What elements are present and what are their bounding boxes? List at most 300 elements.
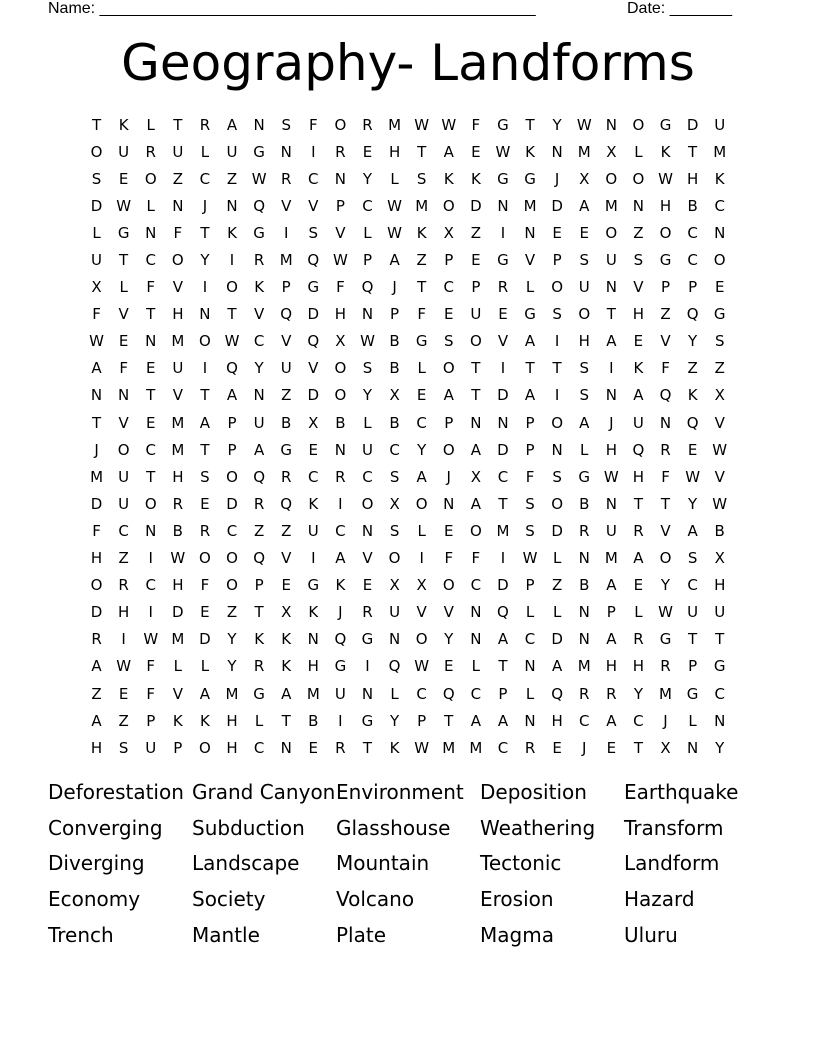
- grid-letter[interactable]: V: [524, 251, 536, 270]
- grid-letter[interactable]: H: [632, 305, 645, 324]
- grid-letter[interactable]: T: [281, 711, 291, 730]
- grid-letter[interactable]: I: [500, 223, 506, 242]
- grid-letter[interactable]: Y: [362, 386, 373, 405]
- grid-letter[interactable]: G: [497, 251, 509, 270]
- grid-letter[interactable]: Q: [253, 196, 266, 215]
- grid-letter[interactable]: O: [442, 576, 455, 595]
- grid-letter[interactable]: V: [253, 305, 265, 324]
- grid-letter[interactable]: O: [632, 115, 645, 134]
- grid-letter[interactable]: N: [470, 413, 482, 432]
- grid-letter[interactable]: U: [605, 251, 617, 270]
- grid-letter[interactable]: S: [91, 169, 102, 188]
- grid-letter[interactable]: T: [606, 305, 616, 324]
- grid-letter[interactable]: I: [365, 657, 370, 676]
- grid-letter[interactable]: O: [226, 549, 238, 568]
- grid-letter[interactable]: D: [90, 494, 103, 513]
- grid-letter[interactable]: Q: [307, 332, 320, 351]
- grid-letter[interactable]: R: [172, 494, 184, 513]
- grid-letter[interactable]: K: [416, 223, 427, 242]
- grid-letter[interactable]: T: [362, 738, 373, 757]
- grid-letter[interactable]: K: [281, 630, 292, 649]
- grid-letter[interactable]: V: [281, 332, 292, 351]
- grid-letter[interactable]: M: [713, 142, 727, 161]
- grid-letter[interactable]: S: [552, 305, 562, 324]
- grid-letter[interactable]: W: [224, 332, 240, 351]
- grid-letter[interactable]: U: [605, 521, 617, 540]
- grid-letter[interactable]: O: [199, 738, 211, 757]
- grid-letter[interactable]: E: [281, 576, 291, 595]
- grid-letter[interactable]: K: [308, 603, 319, 622]
- grid-letter[interactable]: Y: [552, 115, 562, 134]
- grid-letter[interactable]: M: [225, 684, 239, 703]
- grid-letter[interactable]: X: [660, 738, 671, 757]
- grid-letter[interactable]: O: [199, 549, 211, 568]
- grid-letter[interactable]: C: [253, 738, 265, 757]
- grid-letter[interactable]: K: [172, 711, 183, 730]
- grid-letter[interactable]: F: [146, 278, 156, 297]
- grid-letter[interactable]: W: [251, 169, 267, 188]
- grid-letter[interactable]: L: [634, 603, 643, 622]
- grid-letter[interactable]: W: [116, 657, 132, 676]
- grid-letter[interactable]: R: [497, 278, 509, 297]
- grid-letter[interactable]: E: [633, 576, 644, 595]
- grid-letter[interactable]: E: [416, 386, 427, 405]
- grid-letter[interactable]: L: [417, 521, 426, 540]
- grid-letter[interactable]: Z: [470, 223, 481, 242]
- grid-letter[interactable]: K: [118, 115, 129, 134]
- grid-letter[interactable]: A: [633, 549, 644, 568]
- grid-letter[interactable]: E: [200, 494, 210, 513]
- grid-letter[interactable]: L: [580, 440, 589, 459]
- grid-letter[interactable]: N: [280, 738, 292, 757]
- grid-letter[interactable]: V: [497, 332, 509, 351]
- grid-letter[interactable]: N: [145, 332, 157, 351]
- grid-letter[interactable]: H: [388, 142, 401, 161]
- grid-letter[interactable]: Z: [687, 359, 698, 378]
- grid-letter[interactable]: B: [389, 413, 400, 432]
- grid-letter[interactable]: P: [471, 278, 481, 297]
- grid-letter[interactable]: R: [579, 684, 590, 703]
- grid-letter[interactable]: B: [172, 521, 183, 540]
- grid-letter[interactable]: Z: [91, 684, 102, 703]
- grid-letter[interactable]: Y: [362, 169, 373, 188]
- grid-letter[interactable]: X: [714, 386, 725, 405]
- grid-letter[interactable]: M: [171, 332, 185, 351]
- grid-letter[interactable]: P: [688, 657, 698, 676]
- grid-letter[interactable]: G: [497, 115, 509, 134]
- grid-letter[interactable]: L: [390, 169, 399, 188]
- grid-letter[interactable]: D: [90, 603, 103, 622]
- grid-letter[interactable]: T: [417, 142, 427, 161]
- grid-letter[interactable]: Z: [281, 386, 292, 405]
- grid-letter[interactable]: H: [578, 332, 590, 351]
- grid-letter[interactable]: F: [146, 657, 156, 676]
- grid-letter[interactable]: P: [525, 576, 535, 595]
- grid-letter[interactable]: U: [118, 494, 130, 513]
- grid-letter[interactable]: R: [660, 440, 671, 459]
- grid-letter[interactable]: C: [308, 169, 319, 188]
- grid-letter[interactable]: A: [497, 711, 509, 730]
- grid-letter[interactable]: K: [254, 278, 265, 297]
- grid-letter[interactable]: L: [119, 278, 128, 297]
- grid-letter[interactable]: W: [143, 630, 159, 649]
- grid-letter[interactable]: G: [659, 251, 672, 270]
- grid-letter[interactable]: A: [281, 684, 292, 703]
- grid-letter[interactable]: E: [552, 223, 562, 242]
- grid-letter[interactable]: K: [335, 576, 346, 595]
- grid-letter[interactable]: V: [118, 413, 129, 432]
- grid-letter[interactable]: N: [605, 115, 617, 134]
- grid-letter[interactable]: S: [389, 467, 400, 486]
- grid-letter[interactable]: B: [281, 413, 292, 432]
- grid-letter[interactable]: C: [497, 467, 509, 486]
- grid-letter[interactable]: V: [281, 549, 292, 568]
- grid-letter[interactable]: E: [362, 576, 373, 595]
- grid-letter[interactable]: S: [633, 251, 644, 270]
- grid-letter[interactable]: N: [714, 711, 726, 730]
- grid-letter[interactable]: Z: [714, 359, 725, 378]
- grid-letter[interactable]: Q: [497, 603, 509, 622]
- grid-letter[interactable]: G: [713, 657, 726, 676]
- grid-letter[interactable]: O: [334, 386, 347, 405]
- grid-letter[interactable]: E: [362, 142, 373, 161]
- grid-letter[interactable]: T: [633, 738, 643, 757]
- grid-letter[interactable]: I: [500, 359, 506, 378]
- grid-letter[interactable]: O: [415, 494, 428, 513]
- grid-letter[interactable]: T: [498, 494, 508, 513]
- grid-letter[interactable]: K: [633, 359, 644, 378]
- grid-letter[interactable]: W: [414, 738, 430, 757]
- grid-letter[interactable]: I: [229, 251, 235, 270]
- grid-letter[interactable]: S: [579, 251, 589, 270]
- grid-letter[interactable]: F: [200, 576, 210, 595]
- grid-letter[interactable]: K: [227, 223, 237, 242]
- grid-letter[interactable]: E: [145, 413, 156, 432]
- grid-letter[interactable]: C: [416, 413, 427, 432]
- grid-letter[interactable]: G: [253, 223, 265, 242]
- grid-letter[interactable]: Q: [551, 684, 564, 703]
- grid-letter[interactable]: C: [714, 684, 725, 703]
- grid-letter[interactable]: T: [471, 359, 481, 378]
- grid-letter[interactable]: H: [172, 576, 184, 595]
- grid-letter[interactable]: A: [524, 386, 536, 405]
- grid-letter[interactable]: L: [146, 196, 155, 215]
- grid-letter[interactable]: O: [469, 332, 482, 351]
- grid-letter[interactable]: V: [172, 278, 183, 297]
- grid-letter[interactable]: A: [199, 684, 211, 703]
- grid-letter[interactable]: C: [416, 684, 427, 703]
- grid-letter[interactable]: K: [470, 169, 481, 188]
- grid-letter[interactable]: T: [552, 359, 562, 378]
- grid-letter[interactable]: N: [470, 630, 482, 649]
- grid-letter[interactable]: G: [686, 684, 699, 703]
- grid-letter[interactable]: M: [577, 142, 591, 161]
- grid-letter[interactable]: J: [663, 711, 668, 730]
- grid-letter[interactable]: P: [552, 251, 562, 270]
- grid-letter[interactable]: E: [552, 738, 562, 757]
- grid-letter[interactable]: C: [145, 251, 156, 270]
- grid-letter[interactable]: U: [172, 359, 184, 378]
- grid-letter[interactable]: H: [551, 711, 563, 730]
- grid-letter[interactable]: C: [253, 332, 265, 351]
- grid-letter[interactable]: A: [416, 467, 427, 486]
- grid-letter[interactable]: E: [118, 169, 129, 188]
- grid-letter[interactable]: N: [361, 521, 374, 540]
- grid-letter[interactable]: C: [389, 440, 400, 459]
- grid-letter[interactable]: V: [416, 603, 427, 622]
- grid-letter[interactable]: V: [660, 332, 671, 351]
- grid-letter[interactable]: N: [253, 115, 265, 134]
- grid-letter[interactable]: N: [524, 657, 536, 676]
- grid-letter[interactable]: Z: [281, 521, 292, 540]
- grid-letter[interactable]: G: [578, 467, 591, 486]
- grid-letter[interactable]: W: [414, 657, 430, 676]
- grid-letter[interactable]: V: [118, 305, 129, 324]
- grid-letter[interactable]: Y: [254, 359, 264, 378]
- grid-letter[interactable]: S: [389, 521, 400, 540]
- grid-letter[interactable]: M: [469, 738, 483, 757]
- grid-letter[interactable]: Z: [226, 603, 238, 622]
- grid-letter[interactable]: E: [118, 332, 129, 351]
- grid-letter[interactable]: P: [390, 305, 400, 324]
- grid-letter[interactable]: G: [334, 657, 347, 676]
- grid-letter[interactable]: K: [389, 738, 400, 757]
- grid-letter[interactable]: S: [687, 549, 698, 568]
- grid-letter[interactable]: H: [172, 305, 184, 324]
- grid-letter[interactable]: F: [92, 521, 101, 540]
- grid-letter[interactable]: R: [606, 684, 617, 703]
- grid-letter[interactable]: Q: [226, 359, 238, 378]
- grid-letter[interactable]: A: [633, 386, 644, 405]
- grid-letter[interactable]: V: [281, 196, 292, 215]
- grid-letter[interactable]: P: [606, 603, 616, 622]
- grid-letter[interactable]: T: [498, 657, 508, 676]
- grid-letter[interactable]: R: [199, 115, 211, 134]
- grid-letter[interactable]: M: [604, 549, 618, 568]
- grid-letter[interactable]: O: [199, 332, 211, 351]
- grid-letter[interactable]: T: [688, 630, 698, 649]
- grid-letter[interactable]: G: [497, 169, 509, 188]
- grid-letter[interactable]: N: [361, 305, 374, 324]
- grid-letter[interactable]: H: [632, 657, 645, 676]
- grid-letter[interactable]: C: [714, 196, 725, 215]
- grid-letter[interactable]: T: [200, 386, 210, 405]
- grid-letter[interactable]: Q: [253, 467, 266, 486]
- grid-letter[interactable]: C: [145, 576, 156, 595]
- grid-letter[interactable]: L: [525, 684, 535, 703]
- grid-letter[interactable]: C: [362, 467, 373, 486]
- grid-letter[interactable]: D: [226, 494, 238, 513]
- grid-letter[interactable]: D: [551, 196, 563, 215]
- grid-letter[interactable]: D: [90, 196, 103, 215]
- grid-letter[interactable]: P: [417, 711, 427, 730]
- grid-letter[interactable]: K: [443, 169, 454, 188]
- grid-letter[interactable]: L: [200, 657, 210, 676]
- grid-letter[interactable]: F: [92, 305, 101, 324]
- grid-letter[interactable]: C: [497, 738, 509, 757]
- grid-letter[interactable]: Q: [334, 630, 347, 649]
- grid-letter[interactable]: E: [444, 657, 454, 676]
- grid-letter[interactable]: X: [389, 494, 400, 513]
- grid-letter[interactable]: F: [471, 549, 481, 568]
- grid-letter[interactable]: E: [714, 278, 725, 297]
- grid-letter[interactable]: A: [226, 115, 238, 134]
- grid-letter[interactable]: P: [335, 196, 345, 215]
- grid-letter[interactable]: N: [443, 494, 455, 513]
- grid-letter[interactable]: G: [524, 305, 536, 324]
- grid-letter[interactable]: M: [604, 196, 618, 215]
- grid-letter[interactable]: A: [389, 251, 400, 270]
- grid-letter[interactable]: G: [659, 115, 672, 134]
- grid-letter[interactable]: G: [659, 630, 672, 649]
- grid-letter[interactable]: M: [171, 413, 185, 432]
- grid-letter[interactable]: B: [579, 576, 590, 595]
- grid-letter[interactable]: V: [308, 196, 319, 215]
- grid-letter[interactable]: A: [443, 386, 454, 405]
- grid-letter[interactable]: M: [90, 467, 104, 486]
- grid-letter[interactable]: A: [552, 657, 563, 676]
- grid-letter[interactable]: G: [307, 576, 320, 595]
- grid-letter[interactable]: I: [148, 549, 153, 568]
- grid-letter[interactable]: L: [525, 603, 535, 622]
- grid-letter[interactable]: R: [633, 521, 644, 540]
- grid-letter[interactable]: D: [172, 603, 184, 622]
- grid-letter[interactable]: J: [582, 738, 587, 757]
- grid-letter[interactable]: J: [446, 467, 451, 486]
- grid-letter[interactable]: Z: [253, 521, 265, 540]
- grid-letter[interactable]: I: [338, 494, 343, 513]
- grid-letter[interactable]: A: [335, 549, 346, 568]
- grid-letter[interactable]: A: [253, 440, 265, 459]
- grid-letter[interactable]: N: [334, 440, 346, 459]
- grid-letter[interactable]: Y: [660, 576, 671, 595]
- grid-letter[interactable]: Y: [715, 738, 725, 757]
- grid-letter[interactable]: T: [688, 142, 698, 161]
- grid-letter[interactable]: N: [470, 603, 482, 622]
- grid-letter[interactable]: A: [91, 711, 102, 730]
- grid-letter[interactable]: T: [254, 603, 264, 622]
- grid-letter[interactable]: O: [551, 413, 564, 432]
- grid-letter[interactable]: D: [307, 305, 320, 324]
- grid-letter[interactable]: E: [118, 684, 129, 703]
- grid-letter[interactable]: G: [361, 630, 374, 649]
- grid-letter[interactable]: R: [362, 115, 373, 134]
- grid-letter[interactable]: R: [660, 657, 671, 676]
- grid-letter[interactable]: N: [686, 738, 699, 757]
- grid-letter[interactable]: I: [419, 549, 424, 568]
- grid-letter[interactable]: U: [118, 142, 130, 161]
- grid-letter[interactable]: U: [307, 521, 319, 540]
- grid-letter[interactable]: W: [603, 467, 619, 486]
- grid-letter[interactable]: E: [308, 440, 319, 459]
- grid-letter[interactable]: Q: [253, 549, 266, 568]
- grid-letter[interactable]: O: [415, 630, 428, 649]
- grid-letter[interactable]: S: [579, 359, 589, 378]
- grid-letter[interactable]: P: [498, 684, 508, 703]
- grid-letter[interactable]: H: [659, 196, 672, 215]
- grid-letter[interactable]: E: [308, 738, 319, 757]
- grid-letter[interactable]: J: [609, 413, 614, 432]
- grid-letter[interactable]: T: [660, 494, 671, 513]
- grid-letter[interactable]: L: [525, 278, 535, 297]
- grid-letter[interactable]: P: [444, 413, 454, 432]
- grid-letter[interactable]: X: [579, 169, 590, 188]
- grid-letter[interactable]: Z: [660, 305, 671, 324]
- grid-letter[interactable]: Y: [200, 251, 210, 270]
- grid-letter[interactable]: D: [551, 630, 563, 649]
- grid-letter[interactable]: N: [361, 684, 374, 703]
- grid-letter[interactable]: R: [335, 142, 346, 161]
- grid-letter[interactable]: K: [525, 142, 535, 161]
- grid-letter[interactable]: F: [417, 305, 426, 324]
- grid-letter[interactable]: N: [280, 142, 292, 161]
- grid-letter[interactable]: I: [148, 603, 153, 622]
- grid-letter[interactable]: A: [687, 521, 698, 540]
- grid-letter[interactable]: O: [469, 521, 482, 540]
- grid-letter[interactable]: K: [660, 142, 671, 161]
- grid-letter[interactable]: M: [171, 440, 185, 459]
- grid-letter[interactable]: N: [605, 278, 617, 297]
- grid-letter[interactable]: C: [470, 576, 482, 595]
- grid-letter[interactable]: C: [687, 251, 698, 270]
- grid-letter[interactable]: U: [226, 142, 238, 161]
- grid-letter[interactable]: O: [632, 169, 645, 188]
- grid-letter[interactable]: A: [91, 359, 102, 378]
- grid-letter[interactable]: X: [91, 278, 102, 297]
- grid-letter[interactable]: W: [712, 440, 728, 459]
- grid-letter[interactable]: W: [495, 142, 511, 161]
- grid-letter[interactable]: O: [171, 251, 184, 270]
- grid-letter[interactable]: G: [117, 223, 130, 242]
- grid-letter[interactable]: N: [90, 386, 103, 405]
- grid-letter[interactable]: N: [524, 711, 536, 730]
- grid-letter[interactable]: A: [606, 332, 617, 351]
- grid-letter[interactable]: O: [117, 440, 130, 459]
- grid-letter[interactable]: V: [172, 386, 183, 405]
- grid-letter[interactable]: R: [199, 521, 211, 540]
- grid-letter[interactable]: E: [606, 738, 617, 757]
- grid-letter[interactable]: I: [554, 386, 560, 405]
- grid-letter[interactable]: F: [661, 359, 670, 378]
- grid-letter[interactable]: B: [335, 413, 346, 432]
- grid-letter[interactable]: N: [226, 196, 238, 215]
- grid-letter[interactable]: H: [307, 657, 319, 676]
- grid-letter[interactable]: S: [308, 223, 319, 242]
- grid-letter[interactable]: P: [173, 738, 183, 757]
- grid-letter[interactable]: U: [687, 603, 699, 622]
- grid-letter[interactable]: L: [173, 657, 182, 676]
- grid-letter[interactable]: A: [470, 440, 481, 459]
- grid-letter[interactable]: W: [332, 251, 348, 270]
- grid-letter[interactable]: M: [388, 115, 402, 134]
- grid-letter[interactable]: B: [687, 196, 698, 215]
- grid-letter[interactable]: O: [659, 223, 672, 242]
- grid-letter[interactable]: L: [688, 711, 697, 730]
- grid-letter[interactable]: J: [202, 196, 208, 215]
- grid-letter[interactable]: N: [145, 223, 157, 242]
- grid-letter[interactable]: U: [253, 413, 265, 432]
- grid-letter[interactable]: D: [199, 630, 211, 649]
- grid-letter[interactable]: P: [146, 711, 156, 730]
- grid-letter[interactable]: E: [471, 142, 481, 161]
- grid-letter[interactable]: Q: [442, 684, 455, 703]
- grid-letter[interactable]: E: [444, 521, 454, 540]
- grid-letter[interactable]: T: [146, 386, 156, 405]
- grid-letter[interactable]: H: [226, 738, 238, 757]
- grid-letter[interactable]: O: [551, 494, 564, 513]
- grid-letter[interactable]: H: [118, 603, 130, 622]
- grid-letter[interactable]: F: [471, 115, 481, 134]
